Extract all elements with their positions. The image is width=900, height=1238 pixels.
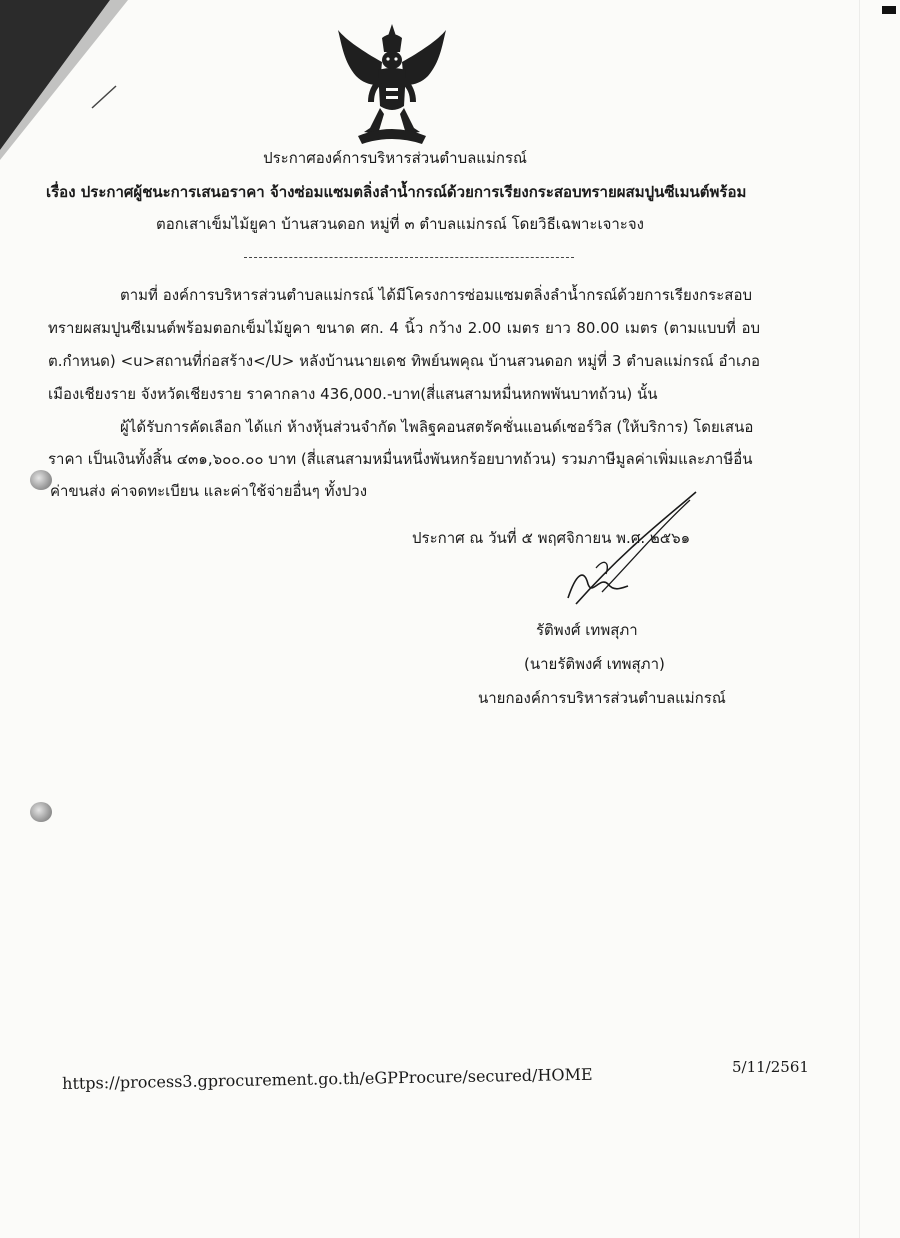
subject-line-2: ตอกเสาเข็มไม้ยูคา บ้านสวนดอก หมู่ที่ ๓ ตำบลแม่กรณ์ โดยวิธีเฉพาะเจาะจง xyxy=(156,215,644,233)
subject-line-1: เรื่อง ประกาศผู้ชนะการเสนอราคา จ้างซ่อมแซมตลิ่งลำน้ำกรณ์ด้วยการเรียงกระสอบทรายผสมปูนซีเมนต์พร้อม xyxy=(46,183,747,201)
handwritten-signature xyxy=(556,488,716,608)
punch-hole xyxy=(30,802,52,822)
footer-date: 5/11/2561 xyxy=(732,1058,809,1076)
signer-name: รัติพงศ์ เทพสุภา xyxy=(536,621,638,639)
body-line-1: ตามที่ องค์การบริหารส่วนตำบลแม่กรณ์ ได้มีโครงการซ่อมแซมตลิ่งลำน้ำกรณ์ด้วยการเรียงกระสอบ xyxy=(120,286,752,304)
scan-streak xyxy=(859,0,860,1238)
announce-date: ประกาศ ณ วันที่ ๕ พฤศจิกายน พ.ศ. ๒๕๖๑ xyxy=(412,529,691,547)
signer-name-parenthesized: (นายรัติพงศ์ เทพสุภา) xyxy=(524,655,665,673)
body-line-3: ต.กำหนด) <u>สถานที่ก่อสร้าง</U> หลังบ้านนายเดช ทิพย์นพคุณ บ้านสวนดอก หมู่ที่ 3 ตำบลแม่กรณ์ อำเภอ xyxy=(48,352,760,370)
scan-edge-mark xyxy=(882,6,896,14)
divider xyxy=(244,257,574,258)
body-line-7: ค่าขนส่ง ค่าจดทะเบียน และค่าใช้จ่ายอื่นๆ ทั้งปวง xyxy=(50,482,368,500)
body-line-4: เมืองเชียงราย จังหวัดเชียงราย ราคากลาง 436,000.-บาท(สี่แสนสามหมื่นหกพพันบาทถ้วน) นั้น xyxy=(48,385,658,403)
garuda-emblem-icon xyxy=(334,22,450,146)
body-line-5: ผู้ได้รับการคัดเลือก ได้แก่ ห้างหุ้นส่วนจำกัด ไพลิฐคอนสตรัคชั่นแอนด์เซอร์วิส (ให้บริการ) โดยเสนอ xyxy=(120,418,754,436)
scan-shadow-corner xyxy=(0,0,130,160)
header-org-title: ประกาศองค์การบริหารส่วนตำบลแม่กรณ์ xyxy=(263,149,527,167)
body-line-2: ทรายผสมปูนซีเมนต์พร้อมตอกเข็มไม้ยูคา ขนาด ศก. 4 นิ้ว กว้าง 2.00 เมตร ยาว 80.00 เมตร (ตามแบบที่ อบ xyxy=(48,319,760,337)
punch-hole xyxy=(30,470,52,490)
footer-url: https://process3.gprocurement.go.th/eGPProcure/secured/HOME xyxy=(62,1064,593,1093)
body-line-6: ราคา เป็นเงินทั้งสิ้น ๔๓๑,๖๐๐.๐๐ บาท (สี่แสนสามหมื่นหนึ่งพันหกร้อยบาทถ้วน) รวมภาษีมูลค่าเพิ่มและภาษีอื่น xyxy=(48,450,753,468)
signer-title: นายกองค์การบริหารส่วนตำบลแม่กรณ์ xyxy=(478,689,726,707)
